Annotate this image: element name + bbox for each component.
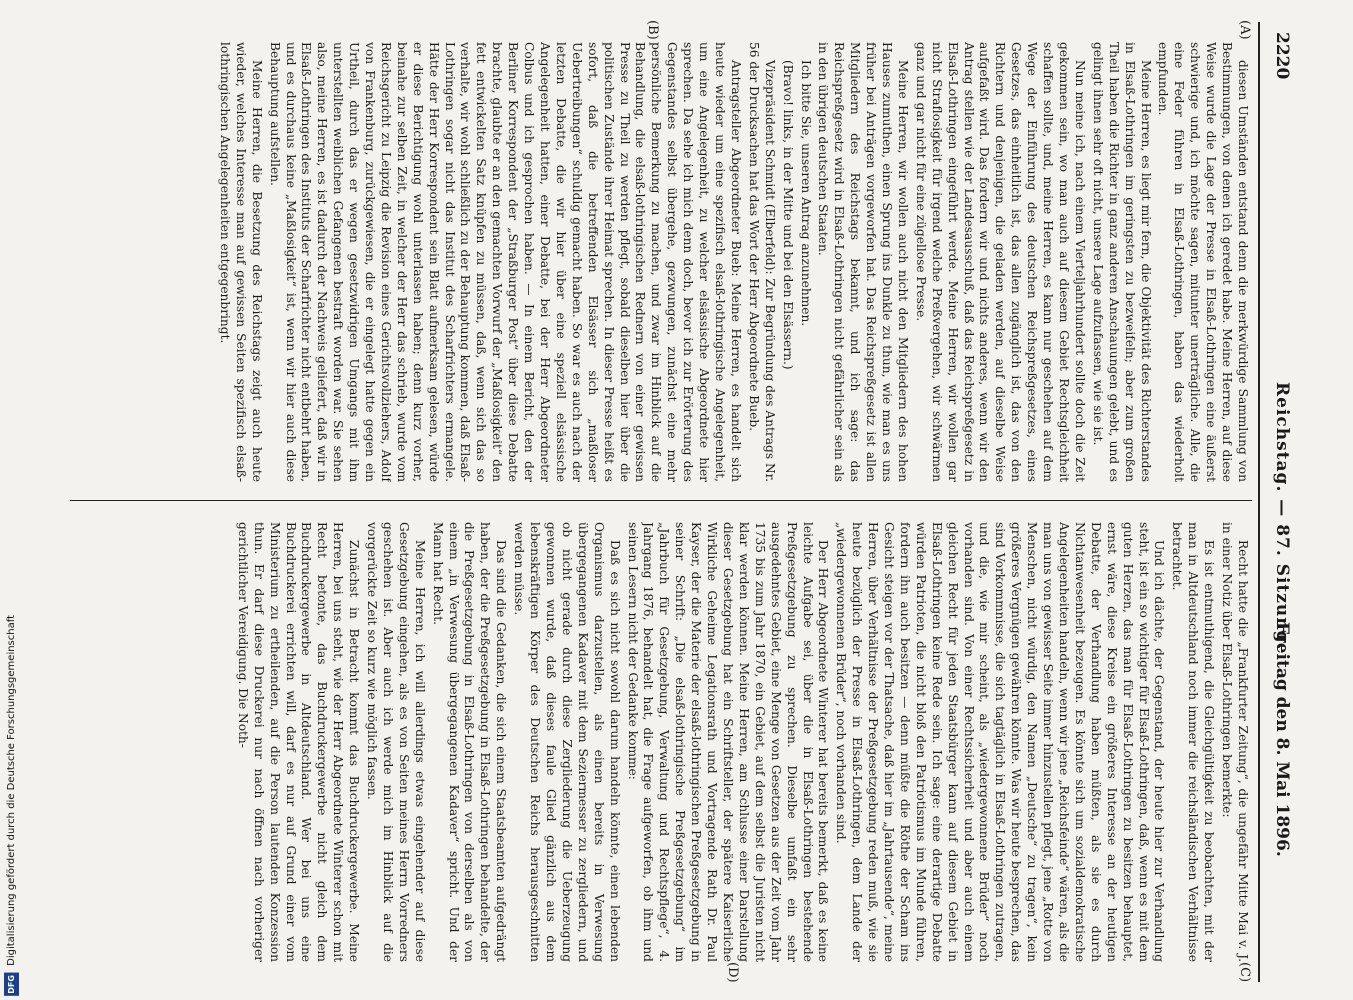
page-number: 2220 xyxy=(1272,32,1292,80)
paragraph: Meine Herren, ich will allerdings etwas eingehender auf diese Gesetzgebung eingehen, als es von Seiten meines Herrn Vorredners geschehen ist. Aber auch ich werde mich im Hinblick auf die vorgerückte Zeit so kurz wie möglich fassen. xyxy=(365,522,427,962)
paragraph: Und ich dächte, der Gegenstand, der heute hier zur Verhandlung steht, ist ein so wichtiger für Elsaß-Lothringen, daß, wenn es mit dem guten Herzen, das man für Elsaß-Lothringen zu besitzen behauptet, ernst wäre, diese Kreise ein größeres Interesse an der heutigen Debatte, der Verhandlung haben müßten, als sie es durch Nichtanwesenheit bezeugen. Es könnte sich um sozialdemokratische Angelegenheiten handeln, wenn wir jene „Reichsfeinde“ wären, als die man uns von gewisser Seite immer hinzustellen pflegt, jene „Rotte von Menschen, nicht würdig, den Namen „Deutsche“ zu tragen“, kein größeres Vergnügen gewähren könnte. Was wir heute besprechen, das sind Vorkommnisse, die sich tagtäglich in Elsaß-Lothringen zutragen, und die, wie mir scheint, als „wiedergewonnene Brüder“ noch vorhanden sind. Von einer Rechtssicherheit und aber auch einem gleichen Recht für jeden Staatsbürger kann auf diesem Gebiet in Elsaß-Lothringen keine Rede sein. Ich sage: eine derartige Debatte würden Patrioten, die nicht bloß den Patriotismus im Munde führen, fordern ihn auch besitzen — denn müßte die Röthe der Scham ins Gesicht steigen vor der Thatsache, daß hier im „Jahrtausende“, meine Herren, über Verhältnisse der Preßgesetzgebung reden muß, wie sie heute bezüglich der Presse in Elsaß-Lothringen, dem Lande der „wiedergewonnenen Brüder“, noch vorhanden sind. xyxy=(834,522,1167,962)
margin-marker-a: (A) xyxy=(1237,20,1252,40)
margin-marker-c: (C) xyxy=(1237,962,1252,983)
header-rule xyxy=(1258,22,1260,982)
paragraph: Meine Herren, die Besetzung des Reichstags zeigt auch heute wieder, welches Interesse man auf gewissen Seiten spezifisch elsaß-lothringischen Angelegenheiten entgegenbringt. xyxy=(217,42,264,482)
page-header xyxy=(1264,22,1300,982)
document-page xyxy=(70,22,1300,982)
paragraph: Zunächst in Betracht kommt das Buchdruckergewerbe. Meine Herren, bei uns steht, wie der Herr Abgeordnete Winterer schon mit Recht betonte, das Buchdruckergewerbe nicht gleich dem Buchdruckergewerbe in Altdeutschland. Wer bei uns eine Buchdruckerei errichten will, darf es nur auf Grund einer vom Ministerium zu ertheilenden, auf die Person lautenden Konzession thun. Er darf diese Druckerei nur nach öffnen nach vorheriger gerichtlicher Vereidigung. Die Noth- xyxy=(235,522,362,962)
margin-marker-b: (B) xyxy=(645,20,660,40)
credit-text: Digitalisierung gefördert durch die Deutsche Forschungsgemeinschaft xyxy=(6,615,17,967)
paragraph: Nun meine ich, nach einem Vierteljahrhundert sollte doch die Zeit gekommen sein, wo man auch auf diesem Gebiet Rechtsgleichheit schaffen sollte, und, meine Herren, es kann nur geschehen auf dem Wege der Einführung des deutschen Reichspreßgesetzes, eines Gesetzes, das einheitlich ist, das allen zugänglich ist, das von den Richtern und denjenigen, die geladen werden, auf dieselbe Weise aufgefaßt wird. Das fordern wir und nichts anderes, wenn wir den Antrag stellen wie der Landesausschuß, daß das Reichspreßgesetz in Elsaß-Lothringen eingeführt werde. Meine Herren, wir wollen gar nicht Straflosigkeit für irgend welche Preßvergehen, wir schwärmen ganz und gar nicht für eine zügellose Presse. xyxy=(913,42,1087,482)
margin-marker-d: (D) xyxy=(725,962,740,983)
paragraph: (Bravo! links, in der Mitte und bei den Elsässern.) xyxy=(780,60,795,370)
paragraph: Antragsteller Abgeordneter Bueb: Meine Herren, es handelt sich heute wieder um eine spezifisch elsaß-lothringische Angelegenheit, um eine Angelegenheit, zu welcher elsässische Abgeordnete hier sprechen. Da sehe ich mich denn doch, bevor ich zur Erörterung des Gegenstandes selbst übergehe, gezwungen, zunächst eine mehr persönliche Bemerkung zu machen, und zwar im Hinblick auf die Behandlung, die elsaß-lothringischen Rednern von einer gewissen Presse zu Theil zu werden pflegt, sobald dieselben hier über die politischen Zustände ihrer Heimat sprechen. In dieser Presse heißt es sofort, daß die betreffenden Elsässer sich „maßloser Uebertreibungen“ schuldig gemacht haben. So war es auch nach der letzten Debatte, die wir hier über eine speziell elsässische Angelegenheit hatten, einer Debatte, bei der Herr Abgeordneter Colbus und ich gesprochen haben. — In einem Bericht, den der Berliner Korrespondent der „Straßburger Post“ über diese Debatte brachte, glaubte er an den gemachten Vorwurf der „Maßlosigkeit“ den fett entwickelten Satz knüpfen zu müssen, daß, wenn sich das so verhalte, wir wohl schließlich zu der Behauptung kommen, daß Elsaß-Lothringen sogar nicht das Institut des Scharfrichters ermangele. Hätte der Herr Korrespondent sein Blatt aufmerksam gelesen, würde er diese Berichtigung wohl unterlassen haben; denn kurz vorher, beinahe zur selben Zeit, in welcher der Herr das schrieb, wurde vom Reichsgericht zu Leipzig die Revision eines Gerichtsvollziehers, Adolf von Frankenburg, zurückgewiesen, die er eingelegt hatte gegen ein Urtheil, durch das er wegen gesetzwidrigen Umgangs mit ihm unterstellten weiblichen Gefangenen bestraft worden war. Sie sehen also, meine Herren, es ist dadurch der Nachweis geliefert, daß wir in Elsaß-Lothringen des Instituts der Scharfrichter nicht entbehrt haben, und es durchaus keine „Maßlosigkeit“ ist, wenn wir hier auch diese Behauptung aufstellen. xyxy=(267,42,743,482)
paragraph: Meine Herren, es liegt mir fern, die Objektivität des Richterstandes in Elsaß-Lothringen im geringsten zu bezweifeln; aber zum großen Theil haben die Richter in ganz anderen Anschauungen gelebt, und es gelingt ihnen sehr oft nicht, unsere Lage aufzufassen, wie sie ist. xyxy=(1090,42,1153,482)
right-column xyxy=(70,522,1250,962)
dfg-logo: DFG xyxy=(4,973,19,996)
digitization-credit xyxy=(4,615,19,996)
paragraph: Das sind die Gedanken, die sich einem Staatsbeamten aufgedrängt haben, der die Preßgesetzgebung in Elsaß-Lothringen behandelte, der die Preßgesetzgebung in Elsaß-Lothringen von derselben als von einem „in Verwesung übergegangenen Kadaver“ spricht. Und der Mann hat Recht. xyxy=(430,522,509,962)
header-date: Freitag den 8. Mai 1896. xyxy=(1272,622,1292,857)
column-divider xyxy=(70,500,1252,501)
paragraph: Es ist entmuthigend, die Gleichgültigkeit zu beobachten, mit der man in Altdeutschland noch immer die reichsländischen Verhältnisse betrachtet. xyxy=(1170,522,1217,962)
paragraph: Meine Herren, wir wollen auch nicht den Mitgliedern des hohen Hauses zumuthen, einen Sprung ins Dunkle zu thun, wie man es uns früher bei Anträgen vorgeworfen hat. Das Reichspreßgesetz ist allen Mitgliedern des Reichstags bekannt, und ich sage: das Reichspreßgesetz wird in Elsaß-Lothringen nicht gefährlicher sein als in den übrigen deutschen Staaten. xyxy=(816,42,910,482)
paragraph: Recht hatte die „Frankfurter Zeitung“, die ungefähr Mitte Mai v. J. in einer Notiz über Elsaß-Lothringen bemerkte: xyxy=(1220,522,1250,962)
paragraph: Ich bitte Sie, unseren Antrag anzunehmen. xyxy=(798,60,813,327)
paragraph: Der Herr Abgeordnete Winterer hat bereits bemerkt, daß es keine leichte Aufgabe sei, über die in Elsaß-Lothringen bestehende Preßgesetzgebung zu sprechen. Dieselbe umfaßt ein sehr ausgedehntes Gebiet, eine Menge von Gesetzen aus der Zeit vom Jahr 1735 bis zum Jahr 1870, ein Gebiet, auf dem selbst die Juristen nicht klar werden können. Meine Herren, am Schlusse einer Darstellung dieser Gesetzgebung hat ein Schriftsteller, der spätere Kaiserliche Wirkliche Geheime Legationsrath und Vortragende Rath Dr. Paul Kayser, der die Materie der elsaß-lothringischen Preßgesetzgebung in seiner Schrift: „Die elsaß-lothringische Preßgesetzgebung“ im „Jahrbuch für Gesetzgebung, Verwaltung und Rechtspflege“, 4. Jahrgang 1876, behandelt hat, die Frage aufgeworfen, ob ihm und seinen Lesern nicht der Gedanke komme: xyxy=(625,522,831,962)
header-session: Reichstag. — 87. Sitzung. xyxy=(1272,382,1292,651)
left-column xyxy=(70,42,1250,482)
paragraph: diesen Umständen entstand denn die merkwürdige Sammlung von Bestimmungen, von denen ich geredet habe. Meine Herren, auf diese Weise wurde die Lage der Presse in Elsaß-Lothringen eine äußerst schwierige und, ich möchte sagen, mitunter unerträgliche. Alle, die eine Feder führen in Elsaß-Lothringen, haben das wiederholt empfunden. xyxy=(1156,42,1250,482)
paragraph: Vizepräsident Schmidt (Elberfeld): Zur Begründung des Antrags Nr. 56 der Drucksachen hat das Wort der Herr Abgeordnete Bueb. xyxy=(746,42,777,482)
paragraph: Daß es sich nicht sowohl darum handeln könnte, einen lebenden Organismus darzustellen, als einen bereits in Verwesung übergegangenen Kadaver mit dem Seziermesser zu zergliedern, und ob nicht gerade durch diese Zergliederung die Ueberzeugung gewonnen wurde, daß dieses faule Glied gänzlich aus dem lebenskräftigen Körper des Deutschen Reichs herausgeschnitten werden müsse. xyxy=(512,522,622,962)
